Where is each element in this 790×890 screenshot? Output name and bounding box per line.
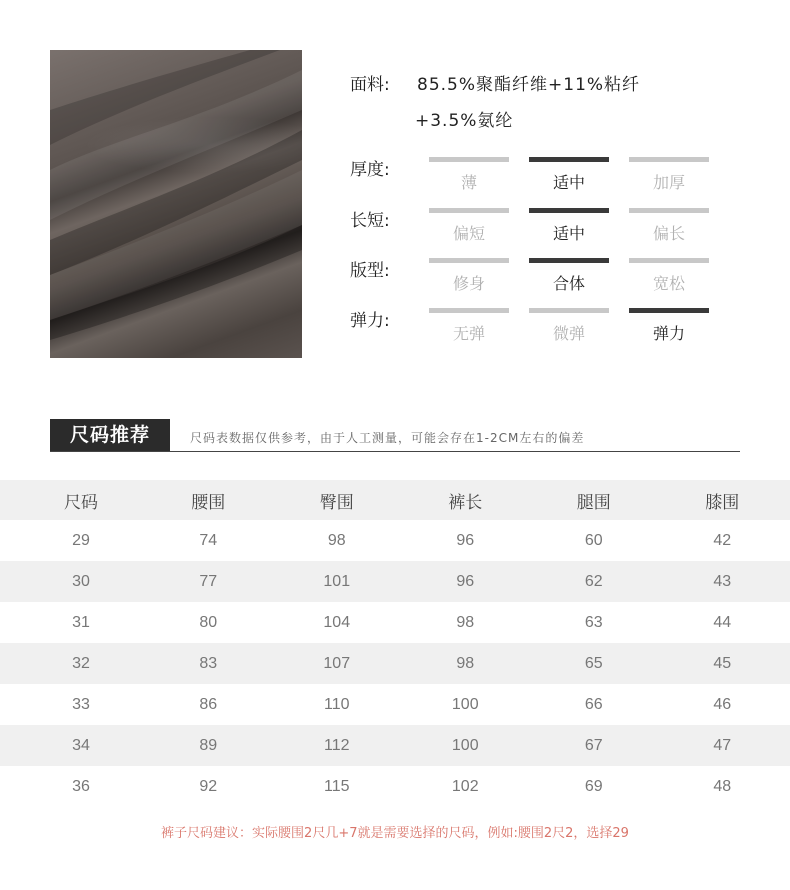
option-bar: [429, 308, 509, 313]
table-cell: 48: [713, 777, 732, 795]
fabric-photo: [50, 50, 302, 358]
attribute-option: [429, 308, 509, 344]
option-bar: [529, 208, 609, 213]
option-bar: [529, 157, 609, 162]
table-row: [0, 602, 790, 643]
table-cell: 100: [451, 736, 479, 754]
option-label: 偏长: [652, 224, 685, 243]
table-cell: 45: [713, 654, 732, 672]
option-label: 适中: [552, 224, 585, 243]
table-cell: 42: [713, 531, 732, 549]
table-cell: 101: [323, 572, 351, 590]
table-cell: 32: [72, 654, 90, 672]
table-header-row: [0, 480, 790, 520]
option-label: 薄: [460, 173, 477, 192]
table-cell: 86: [199, 695, 218, 713]
table-cell: 98: [327, 531, 346, 549]
option-label: 无弹: [452, 324, 485, 343]
table-cell: 60: [584, 531, 603, 549]
table-cell: 33: [72, 695, 90, 713]
column-header: 腿围: [576, 492, 611, 513]
table-cell: 65: [584, 654, 603, 672]
table-cell: 110: [323, 695, 350, 713]
option-label: 加厚: [652, 173, 685, 192]
material-composition-line1: 85.5%聚酯纤维+11%粘纤: [417, 75, 641, 95]
attribute-option: [529, 157, 609, 193]
table-cell: 66: [584, 695, 603, 713]
table-cell: 46: [713, 695, 732, 713]
size-section-header: [50, 419, 740, 452]
material-label: 面料:: [350, 75, 390, 95]
option-bar: [629, 308, 709, 313]
option-label: 宽松: [652, 274, 685, 293]
attribute-option: [629, 157, 709, 193]
table-cell: 96: [456, 531, 475, 549]
option-bar: [529, 308, 609, 313]
column-header: 臀围: [319, 492, 354, 513]
table-cell: 107: [323, 654, 351, 672]
table-cell: 29: [72, 531, 90, 549]
table-cell: 104: [323, 613, 351, 631]
column-header: 尺码: [64, 492, 98, 513]
option-bar: [429, 208, 509, 213]
section-title: 尺码推荐: [50, 419, 170, 451]
attribute-label: 厚度:: [350, 160, 390, 180]
attribute-option: [529, 208, 609, 244]
attribute-option: [429, 208, 509, 244]
table-cell: 100: [451, 695, 479, 713]
option-bar: [529, 258, 609, 263]
attribute-option: [429, 157, 509, 193]
table-cell: 98: [456, 613, 475, 631]
attribute-label: 弹力:: [350, 311, 390, 331]
table-cell: 77: [199, 572, 218, 590]
attribute-option: [629, 258, 709, 294]
table-cell: 115: [323, 777, 350, 795]
table-cell: 112: [323, 736, 350, 754]
table-cell: 83: [199, 654, 218, 672]
table-cell: 43: [713, 572, 732, 590]
column-header: 腰围: [191, 492, 226, 513]
attribute-label: 版型:: [350, 261, 390, 281]
table-cell: 96: [456, 572, 475, 590]
option-bar: [629, 208, 709, 213]
table-row: [0, 684, 790, 725]
table-row: [0, 520, 790, 561]
option-label: 修身: [452, 274, 485, 293]
attribute-option: [529, 258, 609, 294]
attribute-option: [429, 258, 509, 294]
table-cell: 31: [72, 613, 90, 631]
table-row: [0, 643, 790, 684]
table-cell: 30: [72, 572, 90, 590]
table-cell: 69: [584, 777, 603, 795]
attribute-option: [629, 308, 709, 344]
attribute-option: [629, 208, 709, 244]
table-cell: 63: [584, 613, 603, 631]
option-label: 微弹: [552, 324, 585, 343]
option-bar: [629, 258, 709, 263]
section-note: 尺码表数据仅供参考，由于人工测量，可能会存在1-2CM左右的偏差: [190, 431, 585, 445]
option-label: 弹力: [652, 324, 685, 343]
column-header: 膝围: [705, 492, 740, 513]
size-suggestion-note: 裤子尺码建议：实际腰围2尺几+7就是需要选择的尺码，例如:腰围2尺2，选择29: [161, 826, 629, 841]
option-label: 适中: [552, 173, 585, 192]
fabric-folds: [50, 50, 302, 358]
attribute-label: 长短:: [350, 211, 390, 231]
table-cell: 34: [72, 736, 90, 754]
option-label: 合体: [552, 274, 585, 293]
table-cell: 67: [584, 736, 603, 754]
table-cell: 80: [199, 613, 218, 631]
table-row: [0, 725, 790, 766]
column-header: 裤长: [448, 492, 483, 513]
option-label: 偏短: [452, 224, 485, 243]
material-composition-line2: +3.5%氨纶: [415, 111, 514, 131]
option-bar: [429, 157, 509, 162]
table-cell: 102: [451, 777, 479, 795]
table-cell: 74: [199, 531, 218, 549]
table-cell: 89: [199, 736, 218, 754]
table-row: [0, 561, 790, 602]
size-table: [0, 480, 790, 807]
table-cell: 36: [72, 777, 90, 795]
table-cell: 92: [199, 777, 218, 795]
attribute-option: [529, 308, 609, 344]
table-cell: 47: [713, 736, 732, 754]
table-row: [0, 766, 790, 807]
table-cell: 44: [713, 613, 732, 631]
table-cell: 62: [584, 572, 603, 590]
table-cell: 98: [456, 654, 475, 672]
option-bar: [429, 258, 509, 263]
option-bar: [629, 157, 709, 162]
